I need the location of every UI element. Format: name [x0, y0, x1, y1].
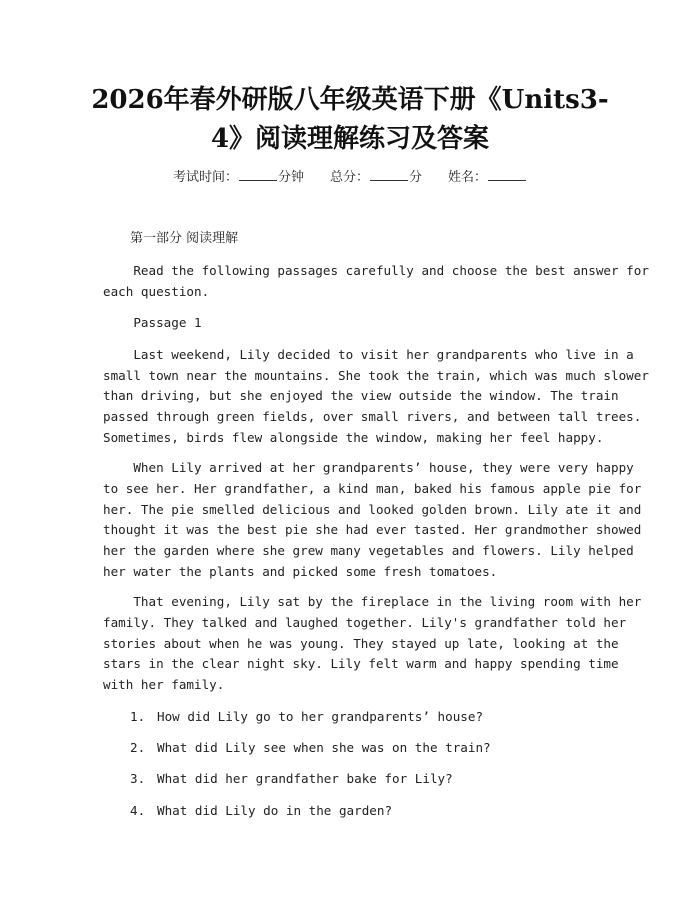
- paragraph-line: That evening, Lily sat by the fireplace in the living room with her: [103, 594, 642, 609]
- paragraph-line: than driving, but she enjoyed the view outside the window. The train: [103, 388, 619, 403]
- exam-time-label: 考试时间：: [172, 170, 238, 185]
- student-name-label: 姓名：: [448, 170, 488, 185]
- instructions-line: each question.: [103, 284, 210, 299]
- exam-info-row: [0, 168, 700, 188]
- paragraph-line: Last weekend, Lily decided to visit her grandparents who live in a: [103, 347, 634, 362]
- paragraph-line: Sometimes, birds flew alongside the window, making her feel happy.: [103, 430, 604, 445]
- exam-time-blank: [239, 168, 277, 181]
- section-heading: 第一部分 阅读理解: [130, 231, 239, 246]
- paragraph-line: with her family.: [103, 677, 225, 692]
- question-text: What did Lily see when she was on the train?: [157, 740, 491, 755]
- paragraph-line: her water the plants and picked some fresh tomatoes.: [103, 564, 498, 579]
- question-number: 1.: [130, 709, 146, 724]
- paragraph-line: passed through green fields, over small rivers, and between tall trees.: [103, 409, 642, 424]
- student-name-blank: [488, 168, 526, 181]
- paragraph-line: thought it was the best pie she had ever tasted. Her grandmother showed: [103, 522, 642, 537]
- question-number: 4.: [130, 803, 146, 818]
- paragraph-line: to see her. Her grandfather, a kind man, baked his famous apple pie for: [103, 481, 642, 496]
- paragraph-line: her. The pie smelled delicious and looked golden brown. Lily ate it and: [103, 502, 642, 517]
- total-score-label: 总分：: [329, 170, 369, 185]
- document-title-line-1: 2026年春外研版八年级英语下册《Units3-: [91, 85, 609, 115]
- paragraph-line: family. They talked and laughed together. Lily's grandfather told her: [103, 615, 627, 630]
- total-score-blank: [370, 168, 408, 181]
- paragraph-line: stories about when he was young. They stayed up late, looking at the: [103, 636, 619, 651]
- question-text: What did her grandfather bake for Lily?: [157, 771, 453, 786]
- question-number: 2.: [130, 740, 146, 755]
- instructions-line: Read the following passages carefully and choose the best answer for: [103, 263, 649, 278]
- exam-time-unit: 分钟: [277, 170, 304, 185]
- question-number: 3.: [130, 771, 146, 786]
- passage-label: Passage 1: [103, 315, 202, 330]
- paragraph-line: her the garden where she grew many vegetables and flowers. Lily helped: [103, 543, 634, 558]
- paragraph-line: small town near the mountains. She took the train, which was much slower: [103, 368, 649, 383]
- document-title-line-2: 4》阅读理解练习及答案: [210, 124, 490, 154]
- question-text: What did Lily do in the garden?: [157, 803, 393, 818]
- question-text: How did Lily go to her grandparents’ house?: [157, 709, 484, 724]
- paragraph-line: When Lily arrived at her grandparents’ house, they were very happy: [103, 460, 634, 475]
- total-score-unit: 分: [409, 170, 423, 185]
- paragraph-line: stars in the clear night sky. Lily felt warm and happy spending time: [103, 656, 619, 671]
